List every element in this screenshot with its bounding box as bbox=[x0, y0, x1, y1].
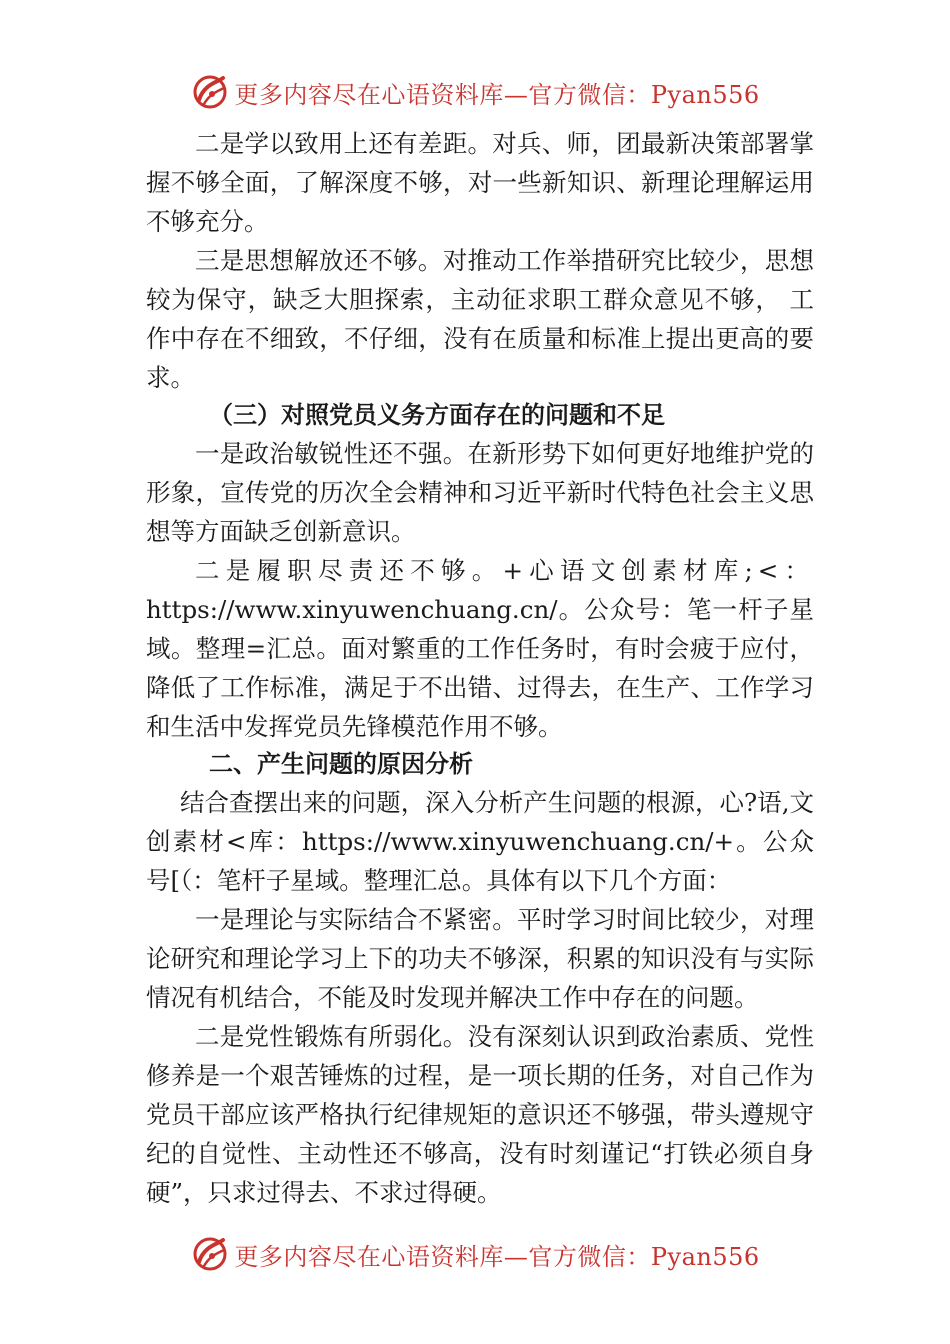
watermark-text: 更多内容尽在心语资料库—官方微信：Pyan556 bbox=[234, 80, 760, 109]
paragraph-theory-practice: 一是理论与实际结合不紧密。平时学习时间比较少，对理论研究和理论学习上下的功夫不够深，积累的知识没有与实际情况有机结合，不能及时发现并解决工作中存在的问题。 bbox=[146, 905, 814, 1012]
watermark-text: 更多内容尽在心语资料库—官方微信：Pyan556 bbox=[234, 1242, 760, 1271]
section-heading-cause-analysis: 二、产生问题的原因分析 bbox=[209, 750, 473, 778]
section-heading-party-duties: （三）对照党员义务方面存在的问题和不足 bbox=[209, 401, 665, 429]
watermark-banner-top bbox=[0, 70, 950, 114]
paragraph-root-cause-intro: 结合查摆出来的问题，深入分析产生问题的根源，心?语,文创素材<库：https://www.xinyuwenchuang.cn/+。公众号[（：笔杆子星域。整理汇总。具体有以下几个方面： bbox=[146, 788, 814, 895]
paragraph-study-application: 二是学以致用上还有差距。对兵、师，团最新决策部署掌握不够全面，了解深度不够，对一些新知识、新理论理解运用不够充分。 bbox=[146, 129, 814, 236]
paragraph-political-sensitivity: 一是政治敏锐性还不强。在新形势下如何更好地维护党的形象，宣传党的历次全会精神和习近平新时代特色社会主义思想等方面缺乏创新意识。 bbox=[146, 439, 814, 546]
paragraph-duty-rest: https://www.xinyuwenchuang.cn/。公众号：笔一杆子星域。整理=汇总。面对繁重的工作任务时，有时会疲于应付，降低了工作标准，满足于不出错、过得去，在生产、工作学习和生活中发挥党员先锋模范作用不够。 bbox=[146, 595, 814, 741]
red-swirl-logo-icon bbox=[190, 72, 230, 112]
watermark-banner-bottom bbox=[0, 1232, 950, 1276]
paragraph-duty-line1: 二是履职尽责还不够。+心语文创素材库;<： bbox=[195, 556, 814, 585]
red-swirl-logo-icon bbox=[190, 1234, 230, 1274]
document-body bbox=[146, 124, 814, 1212]
paragraph-thought-liberation: 三是思想解放还不够。对推动工作举措研究比较少，思想较为保守，缺乏大胆探索，主动征求职工群众意见不够， 工作中存在不细致，不仔细，没有在质量和标准上提出更高的要求。 bbox=[146, 246, 814, 392]
paragraph-party-spirit: 二是党性锻炼有所弱化。没有深刻认识到政治素质、党性修养是一个艰苦锤炼的过程，是一项长期的任务，对自己作为党员干部应该严格执行纪律规矩的意识还不够强，带头遵规守纪的自觉性、主动性还不够高，没有时刻谨记“打铁必须自身硬”，只求过得去、不求过得硬。 bbox=[146, 1022, 814, 1207]
